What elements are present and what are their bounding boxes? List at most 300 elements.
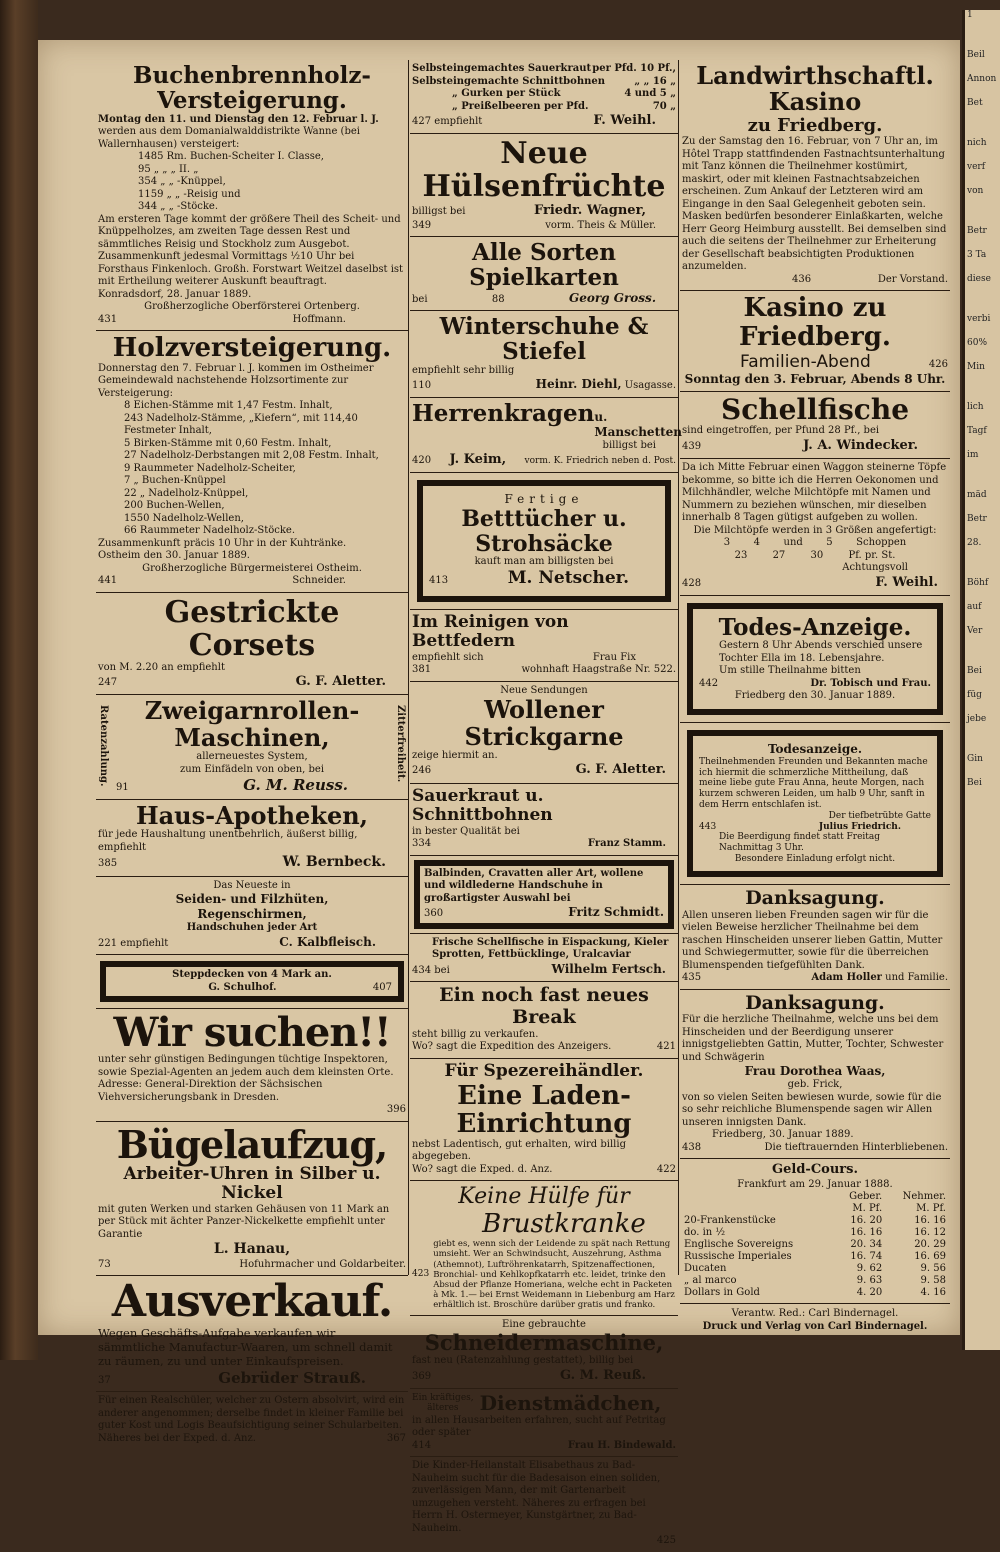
size-cell: 4 [753, 537, 760, 549]
ad-firm: Wilhelm Fertsch. [551, 961, 666, 976]
ad-number: 88 [491, 293, 505, 305]
ad-title: Sauerkraut u. Schnittbohnen [412, 785, 553, 826]
ad-number: 425 [656, 1535, 676, 1547]
table-cell: 16. 74 [850, 1251, 883, 1263]
ad-break [410, 982, 678, 1059]
ad-firm: G. M. Reuß. [559, 1367, 646, 1383]
list-item: 9 Raummeter Nadelholz-Scheiter, [124, 462, 296, 474]
ad-text: Frau Dorothea Waas, [744, 1064, 886, 1079]
ad-text: Das Neueste in [213, 879, 291, 891]
ad-title: Danksagung. [745, 886, 885, 909]
ad-body: Frische Schellfische in Eispackung, Kieler Sprotten, Fettbücklinge, Uralcaviar [432, 936, 669, 961]
column-right [680, 60, 950, 1333]
ad-number: 360 [424, 908, 444, 920]
ad-body: in allen Hausarbeiten erfahren, sucht auf Petritag oder später [412, 1414, 666, 1439]
ad-number: 367 [386, 1432, 406, 1444]
ad-text: empfiehlt [120, 937, 169, 949]
list-item: 7 „ Buchen-Knüppel [124, 475, 226, 487]
edge-fragment: Betr [967, 226, 987, 236]
ad-subtitle: Familien-Abend [740, 351, 871, 372]
ad-title: Winterschuhe & Stiefel [439, 313, 649, 366]
ad-body: Für die herzliche Theilnahme, welche uns bei dem Hinscheiden und der Beerdigung unserer innigstgeliebten Gattin, Mutter, Tochter, Schwester und Schwägerin [682, 1014, 944, 1063]
edge-fragment: Annon [967, 74, 997, 84]
edge-fragment: Bet [967, 98, 983, 108]
list-item: 1485 Rm. Buchen-Scheiter I. Classe, [138, 151, 324, 163]
ad-title: Im Reinigen von Bettfedern [412, 611, 569, 652]
ad-buchenbrennholz [96, 60, 408, 331]
ad-text: und Familie. [885, 972, 948, 984]
ad-firm: Franz Stamm. [587, 838, 666, 850]
ad-text: Usagasse. [624, 380, 676, 392]
list-item: 27 Nadelholz-Derbstangen mit 2,08 Festm. Inhalt, [124, 450, 379, 462]
edge-fragment: Min [967, 362, 985, 372]
ad-firm: Gebrüder Strauß. [218, 1368, 366, 1387]
ad-body: Zu der Samstag den 16. Februar, von 7 Uhr an, im Hôtel Trapp stattfindenden Fastnachtsunterhaltung mit Tanz können die Theilnehmer kostümirt, maskirt, oder mit kleinen Fastnachtsabzeichen erscheinen. Zum Ankauf der Letzteren wird am Eingange in den Saal Gelegenheit geboten sein. Masken bedürfen besonderer Einlaßkarten, welche Herr Georg Heimburg ausstellt. Bei demselben sind auch die seitens der Theilnehmer zur Erheiterung der Gesellschaft beabsichtigten Produktionen anzumelden. [682, 136, 947, 273]
ad-title: Alle Sorten Spielkarten [469, 239, 619, 292]
ad-title: Wollener Strickgarne [464, 695, 624, 751]
table-cell: 16. 20 [850, 1215, 883, 1227]
ad-number: 431 [98, 313, 118, 325]
ad-huelsenfruechte [410, 134, 678, 237]
ad-zweigarnrollen [96, 695, 408, 800]
ad-schellfische-windecker [680, 392, 950, 460]
ad-number: 349 [412, 219, 432, 231]
ad-betttuecher [410, 473, 678, 609]
ad-schneidermaschine [410, 1316, 678, 1389]
ad-text: Näheres bei der Exped. d. Anz. [98, 1432, 256, 1444]
ad-text: Um stille Theilnahme bitten [719, 665, 861, 677]
ad-title: Betttücher u. Strohsäcke [461, 506, 627, 557]
ad-text: Zusammenkunft präcis 10 Uhr in der Kuhtränke. [98, 537, 347, 549]
ad-text: „ Preißelbeeren per Pfd. [452, 100, 589, 112]
ad-firm: F. Weihl. [875, 574, 938, 590]
ad-kasino-familienabend [680, 291, 950, 391]
ad-firm: L. Hanau, [213, 1241, 291, 1258]
table-header-row [682, 1191, 948, 1203]
edge-fragment: Böhf [967, 578, 989, 588]
ad-text: vorm. K. Friedrich neben d. Post. [524, 456, 676, 467]
ad-firm: Heinr. Diehl, [535, 377, 622, 392]
price-cell: 27 [772, 549, 786, 561]
column-header: M. Pf. [852, 1203, 883, 1215]
ad-text: Achtungsvoll [842, 562, 908, 574]
ad-date: Friedberg den 30. Januar 1889. [734, 690, 896, 702]
ad-title: Todes-Anzeige. [718, 613, 912, 641]
ad-number: 438 [682, 1141, 702, 1153]
ad-text: „ Gurken per Stück [452, 88, 561, 99]
ad-number: 435 [682, 972, 702, 984]
ad-number: 110 [412, 380, 432, 392]
ad-body: unter sehr günstigen Bedingungen tüchtige Inspektoren, sowie Spezial-Agenten an jedem auch dem kleinsten Orte. Adresse: General-Direktion der Sächsischen Viehversicherungsbank in Dresden. [98, 1054, 394, 1103]
list-item: 354 „ „ -Knüppel, [138, 176, 226, 188]
ad-title: Todesanzeige. [767, 741, 863, 756]
ad-body: Theilnehmenden Freunden und Bekannten mache ich hiermit die schmerzliche Mittheilung, daß meine liebe gute Frau Anna, heute Morgen, nach kurzem schweren Leiden, um halb 9 Uhr, sanft in dem Herrn entschlafen ist. [699, 756, 928, 810]
ad-text: Selbsteingemachtes Sauerkraut [412, 63, 592, 74]
ad-text: fast neu (Ratenzahlung gestattet), billig bei [412, 1355, 634, 1367]
table-row [682, 1227, 948, 1239]
ad-text: Steppdecken von 4 Mark an. [172, 969, 332, 981]
ad-text: vorm. Theis & Müller. [545, 219, 656, 231]
ad-number: 221 [98, 937, 118, 949]
ad-schellfische-fertsch [410, 934, 678, 983]
ad-title: Dienstmädchen, [479, 1390, 662, 1415]
list-item: 22 „ Nadelholz-Knüppel, [124, 487, 249, 499]
ad-text: Die Milchtöpfe werden in 3 Größen angefertigt: [693, 524, 937, 536]
ad-title: Schneidermaschine, [424, 1330, 664, 1356]
list-item: 243 Nadelholz-Stämme, „Kiefern“, mit 114,40 Festmeter Inhalt, [124, 412, 358, 437]
ad-firm: Friedr. Wagner, [534, 203, 646, 219]
list-item: 8 Eichen-Stämme mit 1,47 Festm. Inhalt, [124, 400, 333, 412]
table-cell: 20-Frankenstücke [684, 1215, 776, 1227]
column-header: Geber. [849, 1191, 883, 1203]
ad-text: geb. Frick, [787, 1079, 843, 1091]
edge-fragment: Bei [967, 666, 982, 676]
ad-body: nebst Ladentisch, gut erhalten, wird billig abgegeben. [412, 1138, 626, 1163]
ad-number: 381 [412, 664, 432, 676]
ad-text: kauft man am billigsten bei [474, 555, 614, 567]
ad-text: Besondere Einladung erfolgt nicht. [734, 853, 896, 864]
ad-number: 246 [412, 765, 432, 777]
table-row [682, 1239, 948, 1251]
edge-fragment: Bei [967, 778, 982, 788]
ad-title: Kasino zu Friedberg. [739, 293, 891, 353]
ad-text: Der tiefbetrübte Gatte [828, 810, 931, 821]
table-cell: 16. 12 [914, 1227, 946, 1239]
size-row [682, 537, 948, 550]
size-cell: und [783, 537, 803, 549]
ad-holzversteigerung [96, 331, 408, 593]
edge-fragment: Gin [967, 754, 983, 764]
ad-title: Buchenbrennholz-Versteigerung. [133, 62, 371, 115]
ad-firm: G. F. Aletter. [295, 674, 386, 690]
edge-fragment: von [967, 186, 984, 196]
table-cell: 9. 58 [920, 1275, 946, 1287]
size-cell: Schoppen [856, 537, 907, 549]
ad-body: Allen unseren lieben Freunden sagen wir für die vielen Beweise herzlicher Theilnahme bei dem raschen Hinscheiden unserer lieben Gattin, Mutter und Schwiegermutter, sowie für die überreichen Blumenspenden tiefgefühlten Dank. [682, 909, 943, 971]
edge-fragment: mäd [967, 490, 987, 500]
ad-realschueler [96, 1392, 408, 1449]
ad-title: Wir suchen!! [113, 1009, 391, 1057]
ad-firm: J. Keim, [449, 452, 507, 468]
ad-body: Da ich Mitte Februar einen Waggon steinerne Töpfe bekomme, so bitte ich die Herren Oekonomen und Milchhändler, welche Milchtöpfe mit Namen und Nummern zu beziehen wünschen, mir dieselben innerhalb 8 Tagen gütigst aufgeben zu wollen. [682, 462, 947, 524]
table-cell: 20. 34 [850, 1239, 883, 1251]
column-rule [678, 60, 679, 1275]
edge-fragment: Tagf [967, 426, 987, 436]
ad-spielkarten [410, 237, 678, 311]
ad-firm: J. A. Windecker. [803, 437, 918, 453]
ad-body: Am ersteren Tage kommt der größere Theil des Scheit- und Knüppelholzes, am zweiten Tage dessen Rest und sämmtliches Reisig und Stockholz zum Ausgebot. Zusammenkunft jedesmal Vormittags ½10 Uhr bei Forsthaus Finkenloch. Großh. Forstwart Weitzel daselbst ist mit Ertheilung weiterer Auskunft beauftragt. [98, 213, 404, 288]
ad-text: Selbsteingemachte Schnittbohnen [412, 75, 606, 87]
ad-number: 334 [412, 838, 432, 850]
ad-number: 73 [98, 1258, 111, 1270]
ad-ausverkauf [96, 1276, 408, 1392]
size-cell: 3 [723, 537, 731, 549]
ad-title: Ein noch fast neues Break [439, 984, 649, 1029]
ad-signer: Großherzogliche Bürgermeisterei Ostheim. [142, 562, 362, 574]
ad-title: Eine Laden-Einrichtung [456, 1080, 632, 1140]
ad-number: 396 [386, 1104, 406, 1116]
ad-frame [417, 480, 671, 601]
list-item: 1159 „ „ -Reisig und [138, 188, 241, 200]
ad-number: 443 [699, 821, 717, 832]
ad-signer: Die tieftrauernden Hinterbliebenen. [764, 1141, 948, 1153]
ad-body: Die Kinder-Heilanstalt Elisabethaus zu Bad-Nauheim sucht für die Badesaison einen soliden, zuverlässigen Mann, der mit Gartenarbeit umzugehen versteht. Näheres zu erfragen bei Herrn H. Ostermeyer, Kunstgärtner, zu Bad-Nauheim. [412, 1460, 661, 1534]
edge-fragment: 3 Ta [967, 250, 987, 260]
ad-date: Ostheim den 30. Januar 1889. [98, 550, 250, 562]
ad-text: werden aus dem Domanialwalddistrikte Wanne (bei [98, 126, 360, 138]
ad-text: Neue Sendungen [500, 684, 588, 696]
ad-text: Adam Holler [811, 972, 882, 984]
size-cell: 5 [826, 537, 833, 549]
edge-fragment: füg [967, 690, 982, 700]
list-item: 344 „ „ -Stöcke. [138, 201, 219, 213]
edge-fragment: nich [967, 138, 987, 148]
adjacent-page-edge [962, 10, 1000, 1350]
ad-date: Sonntag den 3. Februar, Abends 8 Uhr. [684, 371, 946, 386]
ad-text: allerneuestes System, [196, 751, 308, 763]
ad-text: Eine gebrauchte [502, 1318, 586, 1330]
ad-winterschuhe [410, 311, 678, 398]
edge-fragment: diese [967, 274, 991, 284]
ad-firm: C. Kalbfleisch. [279, 934, 376, 949]
ad-firm: F. Weihl. [593, 113, 656, 128]
ad-title: Schellfische [720, 392, 910, 426]
list-item: 200 Buchen-Wellen, [124, 500, 225, 512]
ad-number: 369 [412, 1370, 432, 1382]
edge-fragment: jebe [967, 714, 987, 724]
ad-frame [414, 860, 674, 929]
ad-dienstmaedchen [410, 1389, 678, 1458]
column-header: M. Pf. [916, 1203, 946, 1215]
ad-text: Hofuhrmacher und Goldarbeiter. [239, 1258, 406, 1270]
ad-text: Die Beerdigung findet statt Freitag Nachmittag 3 Uhr. [719, 832, 881, 854]
table-cell: 4. 20 [856, 1287, 883, 1299]
ad-signer: Der Vorstand. [877, 273, 948, 285]
table-cell: Russische Imperiales [684, 1251, 792, 1263]
table-row [682, 1251, 948, 1263]
imprint-editor: Verantw. Red.: Carl Bindernagel. [731, 1308, 899, 1320]
ad-text: Dr. Tobisch und Frau. [810, 677, 931, 689]
ad-text: empfiehlt sehr billig [412, 364, 515, 376]
ad-text: Für Spezereihändler. [444, 1060, 644, 1081]
edge-fragment: Betr [967, 514, 987, 524]
ad-body: Wegen Geschäfts-Aufgabe verkaufen wir sämmtliche Manufactur-Waaren, um schnell damit zu räumen, zu und unter Einkaufspreisen. [98, 1325, 393, 1369]
table-cell: 4. 16 [920, 1287, 946, 1299]
table-cell: 16. 69 [914, 1251, 946, 1263]
ad-number: 421 [656, 1041, 676, 1053]
ad-text: Montag den 11. und Dienstag den 12. Februar l. J. [98, 113, 379, 125]
ad-text: älteres [427, 1403, 459, 1414]
price-row [682, 550, 948, 563]
ad-text: Ein kräftiges, [412, 1392, 474, 1403]
ad-frame [100, 961, 404, 1002]
item-list [98, 400, 406, 538]
ad-danksagung-waas [680, 990, 950, 1160]
ad-steppdecken [96, 955, 408, 1009]
ad-title: Neue Hülsenfrüchte [422, 136, 666, 205]
ad-body: Gestern 8 Uhr Abends verschied unsere Tochter Ella im 18. Lebensjahre. [719, 640, 923, 664]
ad-script-title: Keine Hülfe für [458, 1184, 630, 1210]
ad-body: Balbinden, Cravatten aller Art, wollene und wildlederne Handschuhe in großartigster Auswahl bei [424, 867, 644, 904]
ad-firm: Fritz Schmidt. [568, 905, 664, 920]
ad-text: Frau Fix [592, 651, 636, 663]
edge-fragment: 1 [967, 10, 973, 20]
ad-text: Fertige [504, 492, 584, 507]
table-cell: 9. 63 [856, 1275, 883, 1287]
table-header-row [682, 1203, 948, 1215]
ad-buegelaufzug [96, 1122, 408, 1276]
ad-text: per Pfd. 10 Pf., [592, 63, 676, 74]
ad-text: empfiehlt sich [412, 651, 484, 663]
ad-text: steht billig zu verkaufen. [412, 1028, 539, 1040]
exchange-table [682, 1191, 948, 1299]
ad-brustkranke [410, 1181, 678, 1315]
table-cell: 20. 29 [914, 1239, 946, 1251]
imprint-publisher: Druck und Verlag von Carl Bindernagel. [702, 1320, 928, 1332]
ad-title: Gestrickte Corsets [164, 594, 340, 663]
edge-fragment: Beil [967, 50, 985, 60]
ad-body: giebt es, wenn sich der Leidende zu spät nach Rettung umsieht. Wer an Schwindsucht, Auszehrung, Asthma (Athemnot), Luftröhrenkatarrh, Spitzenaffectionen, Bronchial- und Kehlkopfkatarrh etc. leidet, trinke den Absud der Pflanze Homeriana, welche echt in Packeten à Mk. 1.— bei Ernst Weidemann in Liebenburg am Harz erhältlich ist. Broschüre darüber gratis und franko. [433, 1239, 675, 1311]
ad-text: für jede Haushaltung unentbehrlich, äußerst billig, empfiehlt [98, 829, 358, 853]
item-list [98, 151, 406, 214]
price-cell: 30 [810, 549, 824, 561]
ad-number: 436 [792, 273, 812, 285]
ad-text: u. Manschetten [594, 409, 683, 439]
column-middle [410, 60, 683, 1552]
ad-subtitle: zu Friedberg. [747, 114, 883, 136]
edge-fragment: auf [967, 602, 982, 612]
ad-text: von M. 2.20 an empfiehlt [98, 661, 225, 673]
edge-fragment: verf [967, 162, 986, 172]
ad-frame [687, 730, 943, 877]
ad-number: 441 [98, 575, 118, 587]
ad-text: „ „ 16 „ [634, 75, 676, 87]
table-title: Geld-Cours. [772, 1162, 858, 1178]
ad-kinderheilanstalt [410, 1457, 678, 1552]
ad-title: Haus-Apotheken, [135, 800, 369, 830]
column-header: Nehmer. [902, 1191, 946, 1203]
table-row [682, 1215, 948, 1227]
ad-title: Danksagung. [745, 991, 885, 1014]
side-label: Ratenzahlung. [98, 705, 109, 787]
ad-sauerkraut-stamm [410, 784, 678, 856]
ad-frame [687, 603, 943, 715]
table-row [682, 1263, 948, 1275]
ad-haus-apotheken [96, 800, 408, 877]
ad-text: 4 und 5 „ [624, 88, 676, 99]
ad-script-title: Brustkranke [482, 1209, 646, 1240]
ad-body: von so vielen Seiten bewiesen wurde, sowie für die so sehr reichliche Blumenspende sagen wir Allen unseren innigsten Dank. [682, 1091, 942, 1128]
ad-number: 420 [412, 455, 432, 467]
table-cell: 9. 62 [856, 1263, 883, 1275]
ad-title: Bügelaufzug, [116, 1121, 388, 1167]
ad-text: zeige hiermit an. [412, 749, 498, 761]
table-cell: „ al marco [684, 1275, 737, 1287]
ad-milchtoepfe [680, 459, 950, 596]
ad-number: 439 [682, 440, 702, 452]
edge-fragment: 28. [967, 538, 982, 548]
ad-date: Konradsdorf, 28. Januar 1889. [98, 288, 252, 300]
ad-number: 413 [429, 575, 449, 587]
edge-fragment: verbi [967, 314, 991, 324]
ad-date: Friedberg, 30. Januar 1889. [712, 1129, 854, 1141]
ad-text: sind eingetroffen, per Pfund 28 Pf., bei [682, 425, 880, 437]
ad-balbinden [410, 856, 678, 934]
table-row [682, 1287, 948, 1299]
column-rule [408, 60, 409, 1275]
ad-title: Zweigarnrollen- [144, 696, 360, 726]
ad-title: Maschinen, [174, 722, 330, 752]
ad-text: 70 „ [652, 100, 676, 112]
ad-herrenkragen [410, 398, 683, 474]
geld-cours-table [680, 1159, 950, 1304]
ad-text: Wo? sagt die Expedition des Anzeigers. [412, 1041, 612, 1053]
book-spine [0, 0, 38, 1360]
ad-text: Seiden- und Filzhüten, [175, 892, 329, 907]
ad-corsets [96, 593, 408, 696]
ad-text: Frau H. Bindewald. [567, 1439, 676, 1451]
ad-todesanzeige-friedrich [680, 723, 950, 885]
ad-firm: G. Schulhof. [208, 981, 277, 993]
ad-title: Holzversteigerung. [112, 333, 392, 364]
table-cell: 9. 56 [920, 1263, 946, 1275]
list-item: 66 Raummeter Nadelholz-Stöcke. [124, 525, 296, 537]
table-row [682, 1275, 948, 1287]
ad-number: 422 [656, 1163, 676, 1175]
ad-title: Herrenkragen [412, 399, 595, 427]
ad-firm: W. Bernbeck. [282, 854, 386, 871]
ad-number: 385 [98, 858, 118, 870]
ad-number: 423 [412, 1269, 430, 1280]
ad-bettfedern [410, 610, 678, 682]
ad-text: Handschuhen jeder Art [186, 922, 318, 934]
price-cell: 23 [734, 549, 748, 561]
edge-fragment: im [967, 450, 979, 460]
ad-text: Wallernhausen) versteigert: [98, 138, 240, 150]
ad-sauerkraut-weihl [410, 60, 678, 134]
ad-text: billigst bei [412, 206, 466, 218]
ad-number: 407 [372, 981, 392, 993]
list-item: 95 „ „ „ II. „ [138, 163, 199, 175]
edge-fragment: lich [967, 402, 984, 412]
ad-number: 426 [928, 358, 948, 370]
ad-wir-suchen [96, 1009, 408, 1122]
ad-text: Regenschirmen, [197, 907, 307, 922]
price-cell: Pf. pr. St. [848, 549, 896, 561]
ad-strickgarne [410, 682, 678, 784]
ad-title: Ausverkauf. [111, 1276, 393, 1328]
ad-laden-einrichtung [410, 1059, 678, 1181]
imprint [680, 1304, 950, 1333]
table-cell: Dollars in Gold [684, 1287, 760, 1299]
ad-signer: Hoffmann. [292, 313, 346, 325]
ad-number: 434 [412, 964, 432, 976]
ad-firm: G. F. Aletter. [575, 762, 666, 778]
ad-text: zum Einfädeln von oben, bei [179, 763, 325, 775]
ad-text: wohnhaft Haagstraße Nr. 522. [521, 664, 676, 676]
edge-fragment: Ver [967, 626, 983, 636]
ad-text: empfiehlt [434, 116, 483, 127]
ad-number: 37 [98, 1374, 111, 1386]
ad-seiden-filzhueten [96, 877, 408, 956]
side-label: Zitterfreiheit. [395, 705, 406, 783]
ad-body: mit guten Werken und starken Gehäusen von 11 Mark an per Stück mit ächter Panzer-Nickelkette empfiehlt unter Garantie [98, 1203, 390, 1240]
ad-number: 414 [412, 1439, 432, 1451]
table-cell: Englische Sovereigns [684, 1239, 794, 1251]
ad-number: 428 [682, 577, 702, 589]
ad-body: Donnerstag den 7. Februar l. J. kommen im Ostheimer Gemeindewald nachstehende Holzsortimente zur Versteigerung: [98, 362, 374, 399]
ad-text: bei [412, 293, 428, 305]
